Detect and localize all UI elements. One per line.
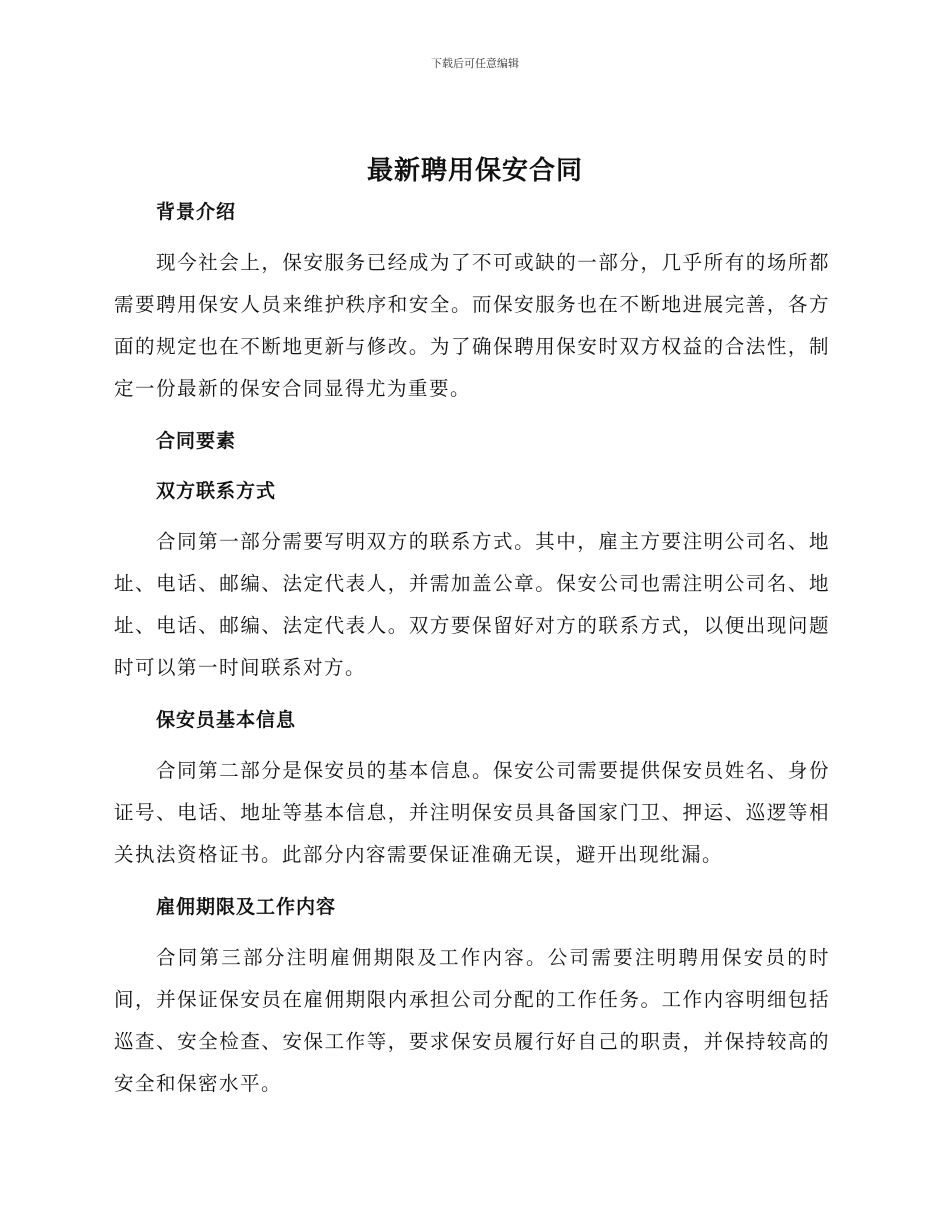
section-paragraph-guard-info: 合同第二部分是保安员的基本信息。保安公司需要提供保安员姓名、身份证号、电话、地址等基本信息，并注明保安员具备国家门卫、押运、巡逻等相关执法资格证书。此部分内容需要保证准确无误，避开出现纰漏。 [114, 759, 830, 866]
section-heading-guard-info: 保安员基本信息 [156, 709, 297, 731]
document-body [114, 192, 830, 1105]
section-heading-contract-elements: 合同要素 [156, 430, 237, 452]
section-heading-contact-info: 双方联系方式 [156, 480, 277, 502]
document-title: 最新聘用保安合同 [366, 156, 583, 186]
section-paragraph-employment-term: 合同第三部分注明雇佣期限及工作内容。公司需要注明聘用保安员的时间，并保证保安员在雇佣期限内承担公司分配的工作任务。工作内容明细包括巡查、安全检查、安保工作等，要求保安员履行好自己的职责，并保持较高的安全和保密水平。 [114, 946, 830, 1095]
section-heading-employment-term: 雇佣期限及工作内容 [156, 896, 337, 918]
section-paragraph-background: 现今社会上，保安服务已经成为了不可或缺的一部分，几乎所有的场所都需要聘用保安人员来维护秩序和安全。而保安服务也在不断地进展完善，各方面的规定也在不断地更新与修改。为了确保聘用保安时双方权益的合法性，制定一份最新的保安合同显得尤为重要。 [114, 251, 830, 400]
header-note: 下载后可任意编辑 [431, 57, 519, 70]
section-heading-background: 背景介绍 [156, 201, 237, 223]
section-paragraph-contact-info: 合同第一部分需要写明双方的联系方式。其中，雇主方要注明公司名、地址、电话、邮编、法定代表人，并需加盖公章。保安公司也需注明公司名、地址、电话、邮编、法定代表人。双方要保留好对方的联系方式，以便出现问题时可以第一时间联系对方。 [114, 530, 830, 679]
